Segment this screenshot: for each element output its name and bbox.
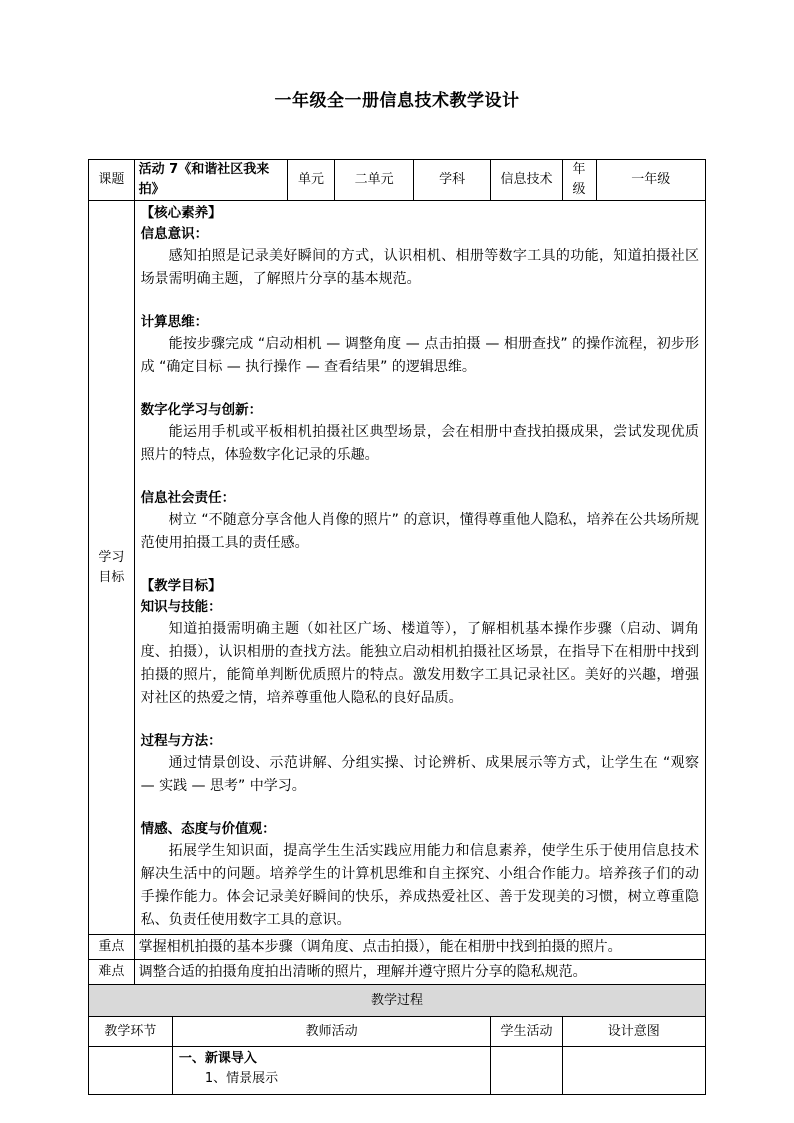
core-social-responsibility-text: 树立 “不随意分享含他人肖像的照片” 的意识，懂得尊重他人隐私，培养在公共场所规范使用拍摄工具的责任感。 <box>140 512 699 551</box>
core-info-awareness-text: 感知拍照是记录美好瞬间的方式，认识相机、相册等数字工具的功能，知道拍摄社区场景需明确主题，了解照片分享的基本规范。 <box>140 248 699 287</box>
goal-knowledge-title: 知识与技能： <box>140 599 222 615</box>
grade-value: 一年级 <box>596 160 705 201</box>
col-intent-header: 设计意图 <box>562 1017 705 1047</box>
key-point-row <box>89 935 706 960</box>
lesson-plan-table <box>88 159 706 1095</box>
process-teacher-cell <box>172 1047 491 1095</box>
goal-process-title: 过程与方法： <box>140 733 222 749</box>
core-digital-learning-title: 数字化学习与创新： <box>140 402 263 418</box>
core-digital-learning-text: 能运用手机或平板相机拍摄社区典型场景，会在相册中查找拍摄成果，尝试发现优质照片的特点，体验数字化记录的乐趣。 <box>140 424 699 463</box>
process-banner-row <box>89 985 706 1017</box>
topic-value: 活动 7《和谐社区我来拍》 <box>134 160 287 201</box>
difficulty-label: 难点 <box>89 960 135 985</box>
process-stage-cell <box>89 1047 173 1095</box>
topic-label: 课题 <box>89 160 135 201</box>
core-info-awareness-title: 信息意识： <box>140 226 209 242</box>
col-stage-header: 教学环节 <box>89 1017 173 1047</box>
goal-process-text: 通过情景创设、示范讲解、分组实操、讨论辨析、成果展示等方式，让学生在 “观察 — 实践 — 思考” 中学习。 <box>140 755 699 794</box>
goal-attitude-title: 情感、态度与价值观： <box>140 821 276 837</box>
process-header-row <box>89 1017 706 1047</box>
grade-label: 年级 <box>562 160 596 201</box>
goals-row <box>89 201 706 935</box>
process-item: 1、情景展示 <box>204 1071 279 1086</box>
process-section-heading: 一、新课导入 <box>178 1051 257 1066</box>
goal-attitude-text: 拓展学生知识面，提高学生生活实践应用能力和信息素养，使学生乐于使用信息技术解决生活中的问题。培养学生的计算机思维和自主探究、小组合作能力。培养孩子们的动手操作能力。体会记录美好瞬间的快乐，养成热爱社区、善于发现美的习惯，树立尊重隐私、负责任使用数字工具的意识。 <box>140 843 699 928</box>
process-intent-cell <box>562 1047 705 1095</box>
process-row <box>89 1047 706 1095</box>
document-title: 一年级全一册信息技术教学设计 <box>274 91 520 111</box>
col-teacher-header: 教师活动 <box>172 1017 491 1047</box>
subject-label: 学科 <box>413 160 491 201</box>
difficulty-row <box>89 960 706 985</box>
key-point-text: 掌握相机拍摄的基本步骤（调角度、点击拍摄），能在相册中找到拍摄的照片。 <box>134 935 705 960</box>
goals-label-line1: 学习 <box>98 549 125 565</box>
goal-knowledge-text: 知道拍摄需明确主题（如社区广场、楼道等），了解相机基本操作步骤（启动、调角度、拍摄），认识相册的查找方法。能独立启动相机拍摄社区场景，在指导下在相册中找到拍摄的照片，能简单判断优质照片的特点。激发用数字工具记录社区。美好的兴趣，增强对社区的热爱之情，培养尊重他人隐私的良好品质。 <box>140 621 699 706</box>
unit-label: 单元 <box>287 160 335 201</box>
process-banner: 教学过程 <box>89 985 706 1017</box>
teaching-goals-heading: 【教学目标】 <box>140 578 222 594</box>
col-student-header: 学生活动 <box>491 1017 562 1047</box>
subject-value: 信息技术 <box>491 160 562 201</box>
goals-label <box>89 201 135 935</box>
core-literacy-heading: 【核心素养】 <box>140 205 222 221</box>
process-student-cell <box>491 1047 562 1095</box>
unit-value: 二单元 <box>335 160 414 201</box>
key-point-label: 重点 <box>89 935 135 960</box>
core-computational-text: 能按步骤完成 “启动相机 — 调整角度 — 点击拍摄 — 相册查找” 的操作流程，初步形成 “确定目标 — 执行操作 — 查看结果” 的逻辑思维。 <box>140 336 699 375</box>
core-computational-title: 计算思维： <box>140 314 209 330</box>
goals-label-line2: 目标 <box>98 569 125 585</box>
goals-content <box>134 201 705 935</box>
core-social-responsibility-title: 信息社会责任： <box>140 490 236 506</box>
difficulty-text: 调整合适的拍摄角度拍出清晰的照片，理解并遵守照片分享的隐私规范。 <box>134 960 705 985</box>
header-row <box>89 160 706 201</box>
